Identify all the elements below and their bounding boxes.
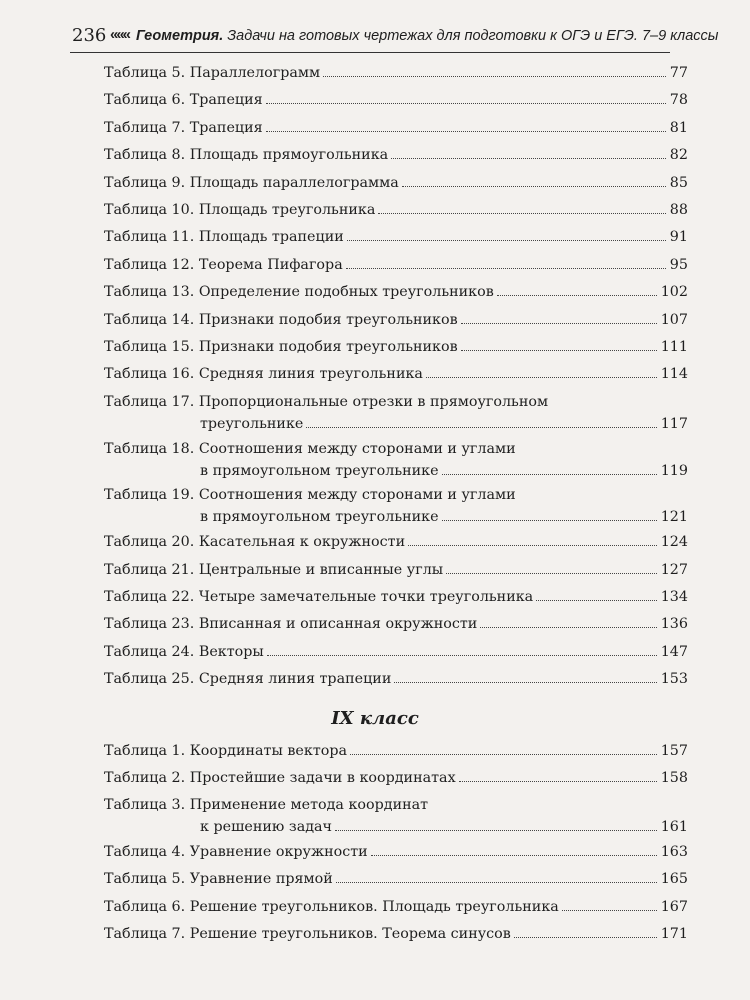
toc-entry-page: 119 — [660, 462, 688, 479]
dot-leader — [378, 213, 665, 214]
toc-entry[interactable] — [104, 438, 688, 482]
dot-leader — [350, 754, 657, 755]
toc-entry-page: 121 — [660, 509, 688, 526]
toc-entry-page: 157 — [660, 743, 688, 759]
toc-entry[interactable] — [104, 281, 688, 303]
toc-entry-page: 127 — [660, 561, 688, 578]
toc-entry-page: 147 — [660, 643, 688, 660]
toc-entry-label: Таблица 8. Площадь прямоугольника — [104, 147, 389, 164]
toc-entry[interactable] — [104, 336, 688, 358]
toc-entry[interactable] — [104, 668, 688, 690]
toc-entry-label: Таблица 19. Соотношения между сторонами и углами — [104, 487, 516, 504]
toc-entry-page: 81 — [669, 119, 688, 136]
toc-entry-label: Таблица 24. Векторы — [104, 643, 264, 660]
dot-leader — [426, 377, 657, 378]
toc-entry[interactable] — [104, 923, 688, 945]
dot-leader — [536, 600, 657, 601]
toc-entry[interactable] — [104, 391, 688, 435]
dot-leader — [323, 76, 666, 77]
toc-entry-label: Таблица 18. Соотношения между сторонами и углами — [104, 440, 516, 457]
toc-entry[interactable] — [104, 613, 688, 635]
toc-entry-page: 165 — [660, 871, 688, 888]
dot-leader — [480, 627, 656, 628]
toc-entry[interactable] — [104, 740, 688, 762]
toc-entry-label: Таблица 5. Параллелограмм — [104, 65, 321, 81]
dot-leader — [514, 937, 657, 938]
dot-leader — [442, 520, 657, 521]
toc-entry[interactable] — [104, 896, 688, 918]
toc-entry-page: 167 — [660, 898, 688, 915]
toc-entry-label-continued: в прямоугольном треугольнике — [200, 462, 439, 479]
dot-leader — [461, 323, 657, 324]
toc-entry-page: 163 — [660, 844, 688, 861]
toc-entry-label: Таблица 11. Площадь трапеции — [104, 229, 344, 246]
toc-entry[interactable] — [104, 363, 688, 385]
dot-leader — [336, 882, 657, 883]
toc-entry-label: Таблица 3. Применение метода координат — [104, 797, 429, 814]
toc-entry-label-continued: в прямоугольном треугольнике — [200, 509, 439, 526]
toc-entry-page: 82 — [669, 147, 688, 164]
toc-entry-page: 77 — [669, 65, 688, 81]
dot-leader — [459, 781, 657, 782]
dot-leader — [266, 131, 666, 132]
dot-leader — [267, 655, 657, 656]
toc-entry-label: Таблица 15. Признаки подобия треугольников — [104, 339, 458, 355]
toc-entry[interactable] — [104, 868, 688, 890]
toc-entry[interactable] — [104, 62, 688, 84]
dot-leader — [402, 186, 666, 187]
toc-entry-page: 153 — [660, 671, 688, 688]
toc-entry[interactable] — [104, 531, 688, 553]
toc-entry-label: Таблица 5. Уравнение прямой — [104, 871, 333, 888]
toc-entry-label: Таблица 14. Признаки подобия треугольников — [104, 311, 458, 328]
toc-entry-page: 88 — [669, 202, 688, 218]
toc-entry-label: Таблица 2. Простейшие задачи в координатах — [104, 770, 456, 787]
toc-entry[interactable] — [104, 199, 688, 221]
toc-entry-page: 114 — [660, 366, 688, 383]
toc-entry-page: 158 — [660, 770, 688, 787]
toc-entry-label: Таблица 10. Площадь треугольника — [104, 202, 376, 218]
toc-entry[interactable] — [104, 841, 688, 863]
dot-leader — [408, 545, 657, 546]
toc-entry-page: 136 — [660, 616, 688, 633]
toc-entry-page: 95 — [669, 256, 688, 273]
header-ornament: ««« — [110, 26, 130, 43]
running-header — [70, 24, 719, 53]
toc-entry[interactable] — [104, 226, 688, 248]
toc-entry-page: 91 — [669, 229, 688, 246]
toc-entry[interactable] — [104, 144, 688, 166]
dot-leader — [371, 855, 657, 856]
dot-leader — [461, 350, 657, 351]
toc-entry-page: 102 — [660, 284, 688, 301]
toc-entry-label: Таблица 23. Вписанная и описанная окружности — [104, 616, 478, 633]
toc-entry-label: Таблица 9. Площадь параллелограмма — [104, 174, 399, 191]
toc-entry[interactable] — [104, 89, 688, 111]
toc-entry-label: Таблица 17. Пропорциональные отрезки в прямоугольном — [104, 393, 549, 410]
dot-leader — [562, 910, 657, 911]
toc-entry-label: Таблица 13. Определение подобных треугольников — [104, 284, 494, 301]
section-title-grade9: IX класс — [331, 708, 419, 729]
toc-entry-label: Таблица 22. Четыре замечательные точки треугольника — [104, 589, 534, 605]
toc-entry-label: Таблица 25. Средняя линия трапеции — [104, 671, 392, 688]
dot-leader — [335, 830, 657, 831]
toc-entry-page: 161 — [660, 819, 688, 836]
toc-entry-page: 117 — [660, 415, 688, 432]
toc-entry-page: 171 — [660, 925, 688, 942]
toc-entry-label: Таблица 6. Решение треугольников. Площадь треугольника — [104, 898, 559, 915]
dot-leader — [306, 427, 656, 428]
dot-leader — [391, 158, 666, 159]
dot-leader — [442, 474, 657, 475]
dot-leader — [394, 682, 656, 683]
dot-leader — [497, 295, 657, 296]
toc-entry-label: Таблица 7. Решение треугольников. Теорема синусов — [104, 925, 511, 942]
toc-entry-label: Таблица 7. Трапеция — [104, 119, 263, 136]
toc-entry-label: Таблица 1. Координаты вектора — [104, 743, 348, 759]
toc-entry-page: 85 — [669, 174, 688, 191]
toc-entry[interactable] — [104, 586, 688, 608]
toc-entry-page: 78 — [669, 92, 688, 109]
toc-entry-page: 134 — [660, 589, 688, 605]
toc-entry-label: Таблица 4. Уравнение окружности — [104, 844, 368, 861]
toc-entry[interactable] — [104, 641, 688, 663]
toc-entry[interactable] — [104, 172, 688, 194]
toc-entry-label-continued: треугольнике — [200, 415, 304, 432]
toc-entry-page: 124 — [660, 534, 688, 551]
toc-entry[interactable] — [104, 254, 688, 276]
dot-leader — [266, 103, 666, 104]
book-title-bold: Геометрия. — [136, 28, 224, 44]
toc-entry-label: Таблица 12. Теорема Пифагора — [104, 256, 343, 273]
toc-entry[interactable] — [104, 794, 688, 838]
book-title — [136, 28, 718, 44]
toc-entry[interactable] — [104, 117, 688, 139]
book-title-rest: Задачи на готовых чертежах для подготовки к ОГЭ и ЕГЭ. 7–9 классы — [227, 28, 719, 44]
page-number: 236 — [72, 25, 107, 46]
dot-leader — [346, 268, 666, 269]
toc-entry-page: 111 — [660, 339, 688, 355]
toc-entry[interactable] — [104, 484, 688, 528]
dot-leader — [347, 240, 666, 241]
toc-entry-label: Таблица 21. Центральные и вписанные углы — [104, 561, 444, 578]
toc-entry-label-continued: к решению задач — [200, 819, 332, 836]
toc-entry-page: 107 — [660, 311, 688, 328]
toc-entry[interactable] — [104, 767, 688, 789]
toc-entry-label: Таблица 6. Трапеция — [104, 92, 263, 109]
toc-entry-label: Таблица 16. Средняя линия треугольника — [104, 366, 423, 383]
dot-leader — [446, 573, 657, 574]
toc-entry[interactable] — [104, 309, 688, 331]
toc-entry[interactable] — [104, 559, 688, 581]
toc-entry-label: Таблица 20. Касательная к окружности — [104, 534, 406, 551]
